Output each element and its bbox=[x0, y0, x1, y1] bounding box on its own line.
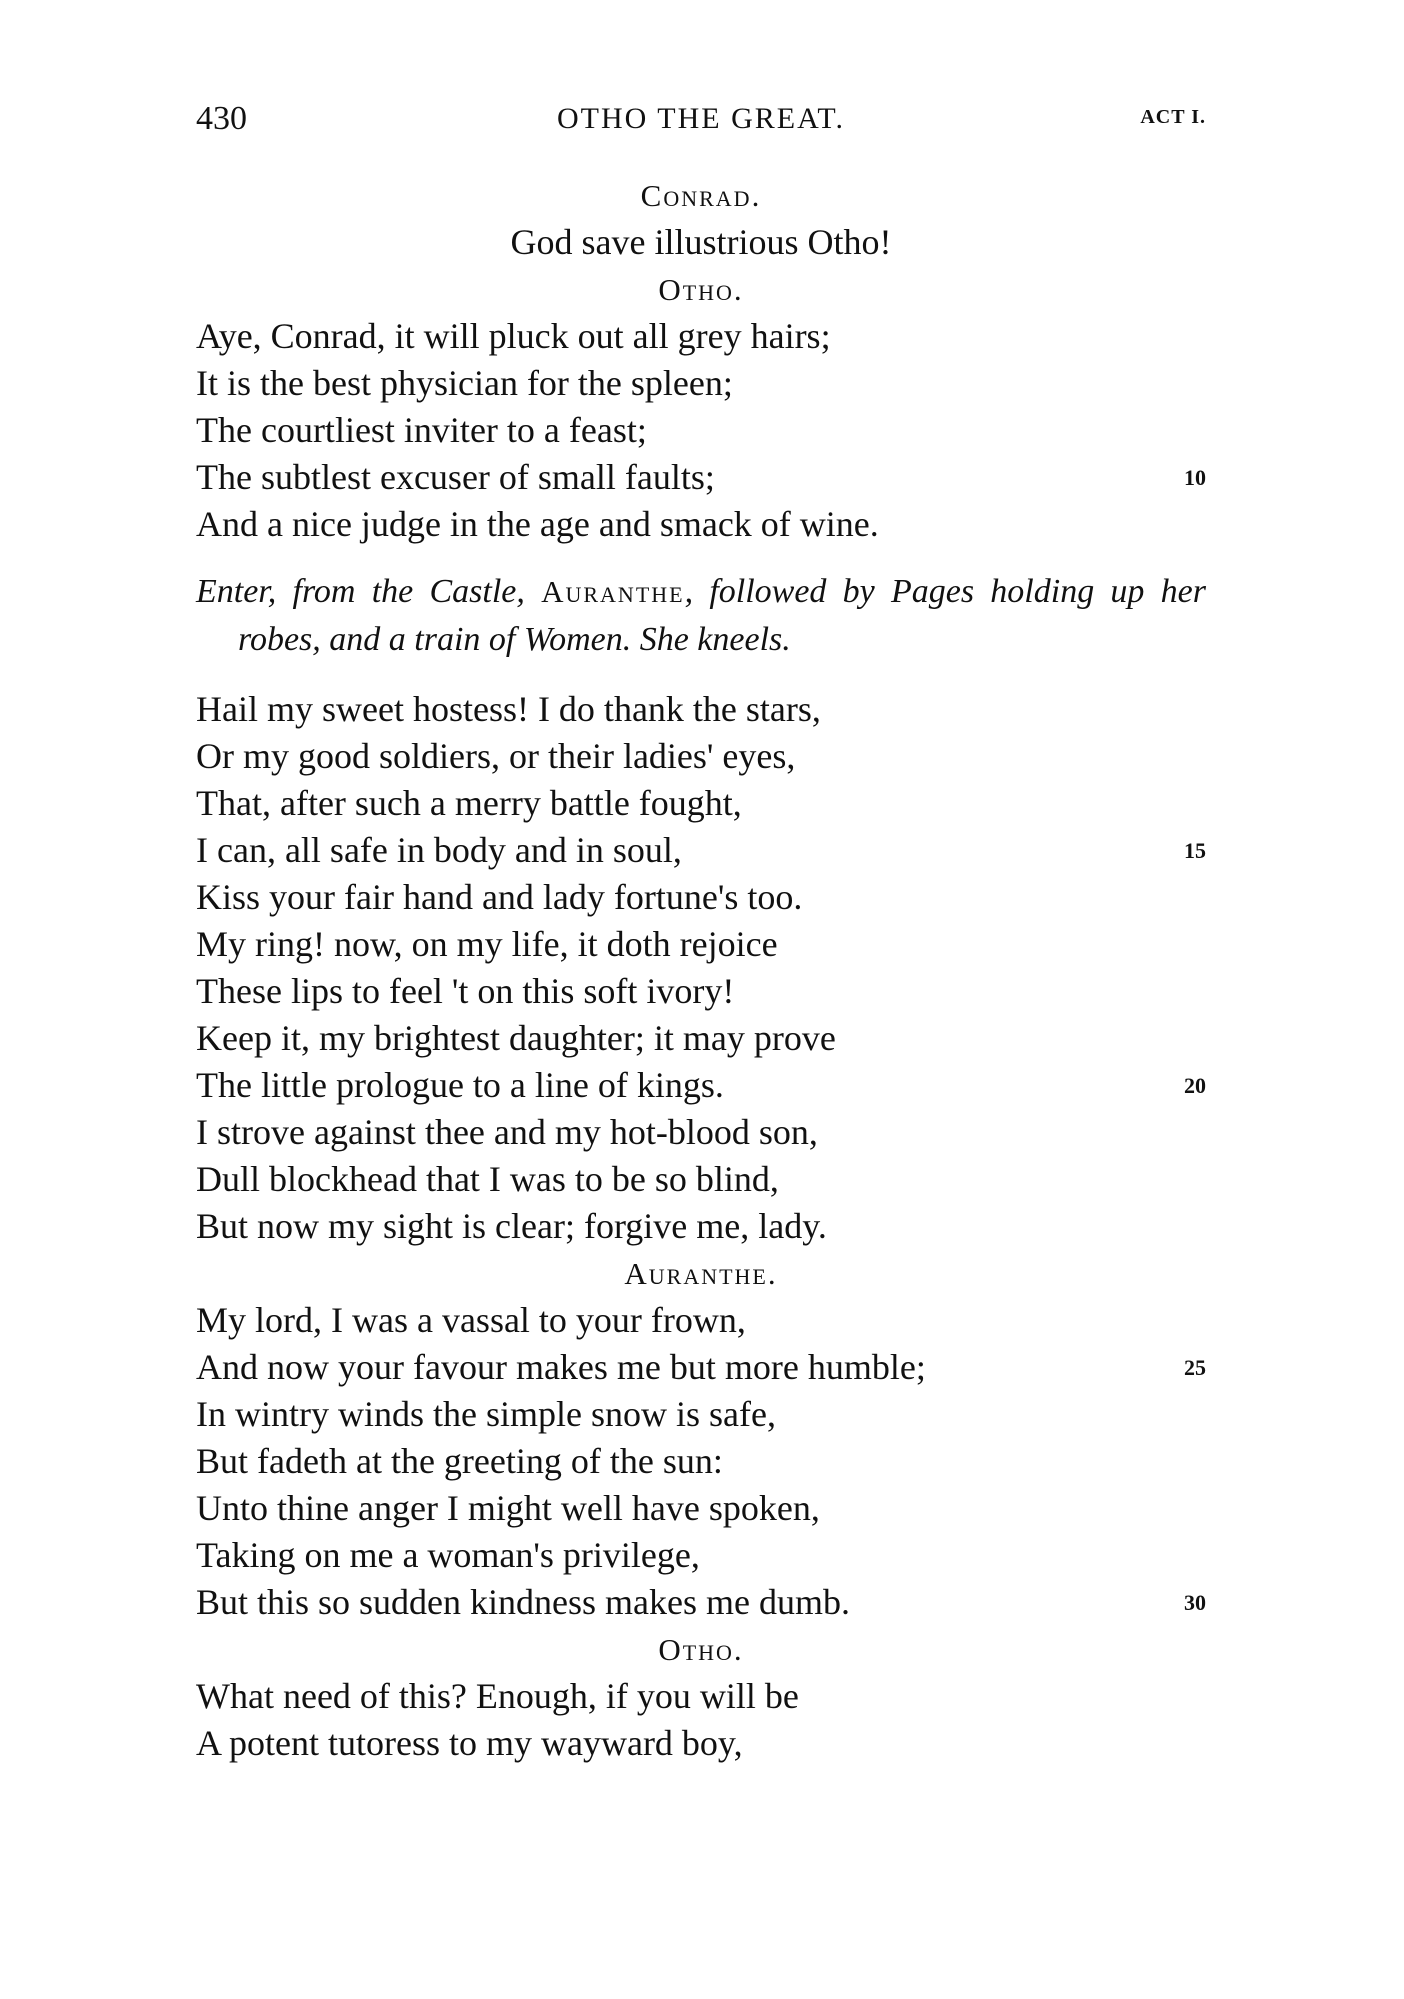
verse-line: My ring! now, on my life, it doth rejoice bbox=[196, 924, 778, 964]
verse-line: The subtlest excuser of small faults; 10 bbox=[196, 454, 1206, 501]
verse-line: But fadeth at the greeting of the sun: bbox=[196, 1441, 723, 1481]
verse-line: I strove against thee and my hot-blood son, bbox=[196, 1112, 818, 1152]
character-name: Auranthe bbox=[541, 574, 685, 609]
verse-line: Or my good soldiers, or their ladies' eyes, bbox=[196, 736, 796, 776]
line-number: 30 bbox=[1184, 1590, 1206, 1615]
verse-line: The courtliest inviter to a feast; bbox=[196, 410, 647, 450]
verse-line: God save illustrious Otho! bbox=[510, 222, 892, 262]
verse-line: In wintry winds the simple snow is safe, bbox=[196, 1394, 776, 1434]
running-title: OTHO THE GREAT. bbox=[556, 102, 846, 135]
verse-line: I can, all safe in body and in soul, 15 bbox=[196, 827, 1206, 874]
verse-line: Aye, Conrad, it will pluck out all grey hairs; bbox=[196, 316, 831, 356]
verse-line: These lips to feel 't on this soft ivory! bbox=[196, 971, 735, 1011]
verse-line: But now my sight is clear; forgive me, lady. bbox=[196, 1206, 827, 1246]
running-head bbox=[196, 100, 1206, 140]
verse-line: And a nice judge in the age and smack of wine. bbox=[196, 504, 879, 544]
page-number: 430 bbox=[196, 100, 247, 137]
verse-line: But this so sudden kindness makes me dumb. 30 bbox=[196, 1579, 1206, 1626]
act-label: ACT I. bbox=[1140, 106, 1206, 128]
speaker-name: Conrad. bbox=[640, 178, 762, 213]
verse-line: Unto thine anger I might well have spoken, bbox=[196, 1488, 820, 1528]
verse-line: Hail my sweet hostess! I do thank the stars, bbox=[196, 689, 821, 729]
speaker-name: Otho. bbox=[658, 272, 744, 307]
stage-direction: Enter, from the Castle, Auranthe, followed by Pages holding up her robes, and a train of Women. She kneels. bbox=[196, 573, 1206, 658]
verse-line: And now your favour makes me but more humble; 25 bbox=[196, 1344, 1206, 1391]
play-text bbox=[196, 172, 1206, 1767]
verse-line: The little prologue to a line of kings. 20 bbox=[196, 1062, 1206, 1109]
line-number: 20 bbox=[1184, 1073, 1206, 1098]
verse-line: My lord, I was a vassal to your frown, bbox=[196, 1300, 746, 1340]
verse-line: Keep it, my brightest daughter; it may prove bbox=[196, 1018, 836, 1058]
verse-line: It is the best physician for the spleen; bbox=[196, 363, 733, 403]
speaker-name: Otho. bbox=[658, 1632, 744, 1667]
verse-line: A potent tutoress to my wayward boy, bbox=[196, 1723, 743, 1763]
verse-line: Dull blockhead that I was to be so blind, bbox=[196, 1159, 779, 1199]
verse-line: Kiss your fair hand and lady fortune's too. bbox=[196, 877, 803, 917]
speaker-name: Auranthe. bbox=[624, 1256, 778, 1291]
verse-line: That, after such a merry battle fought, bbox=[196, 783, 742, 823]
line-number: 15 bbox=[1184, 838, 1206, 863]
line-number: 10 bbox=[1184, 465, 1206, 490]
line-number: 25 bbox=[1184, 1355, 1206, 1380]
verse-line: Taking on me a woman's privilege, bbox=[196, 1535, 700, 1575]
verse-line: What need of this? Enough, if you will be bbox=[196, 1676, 799, 1716]
